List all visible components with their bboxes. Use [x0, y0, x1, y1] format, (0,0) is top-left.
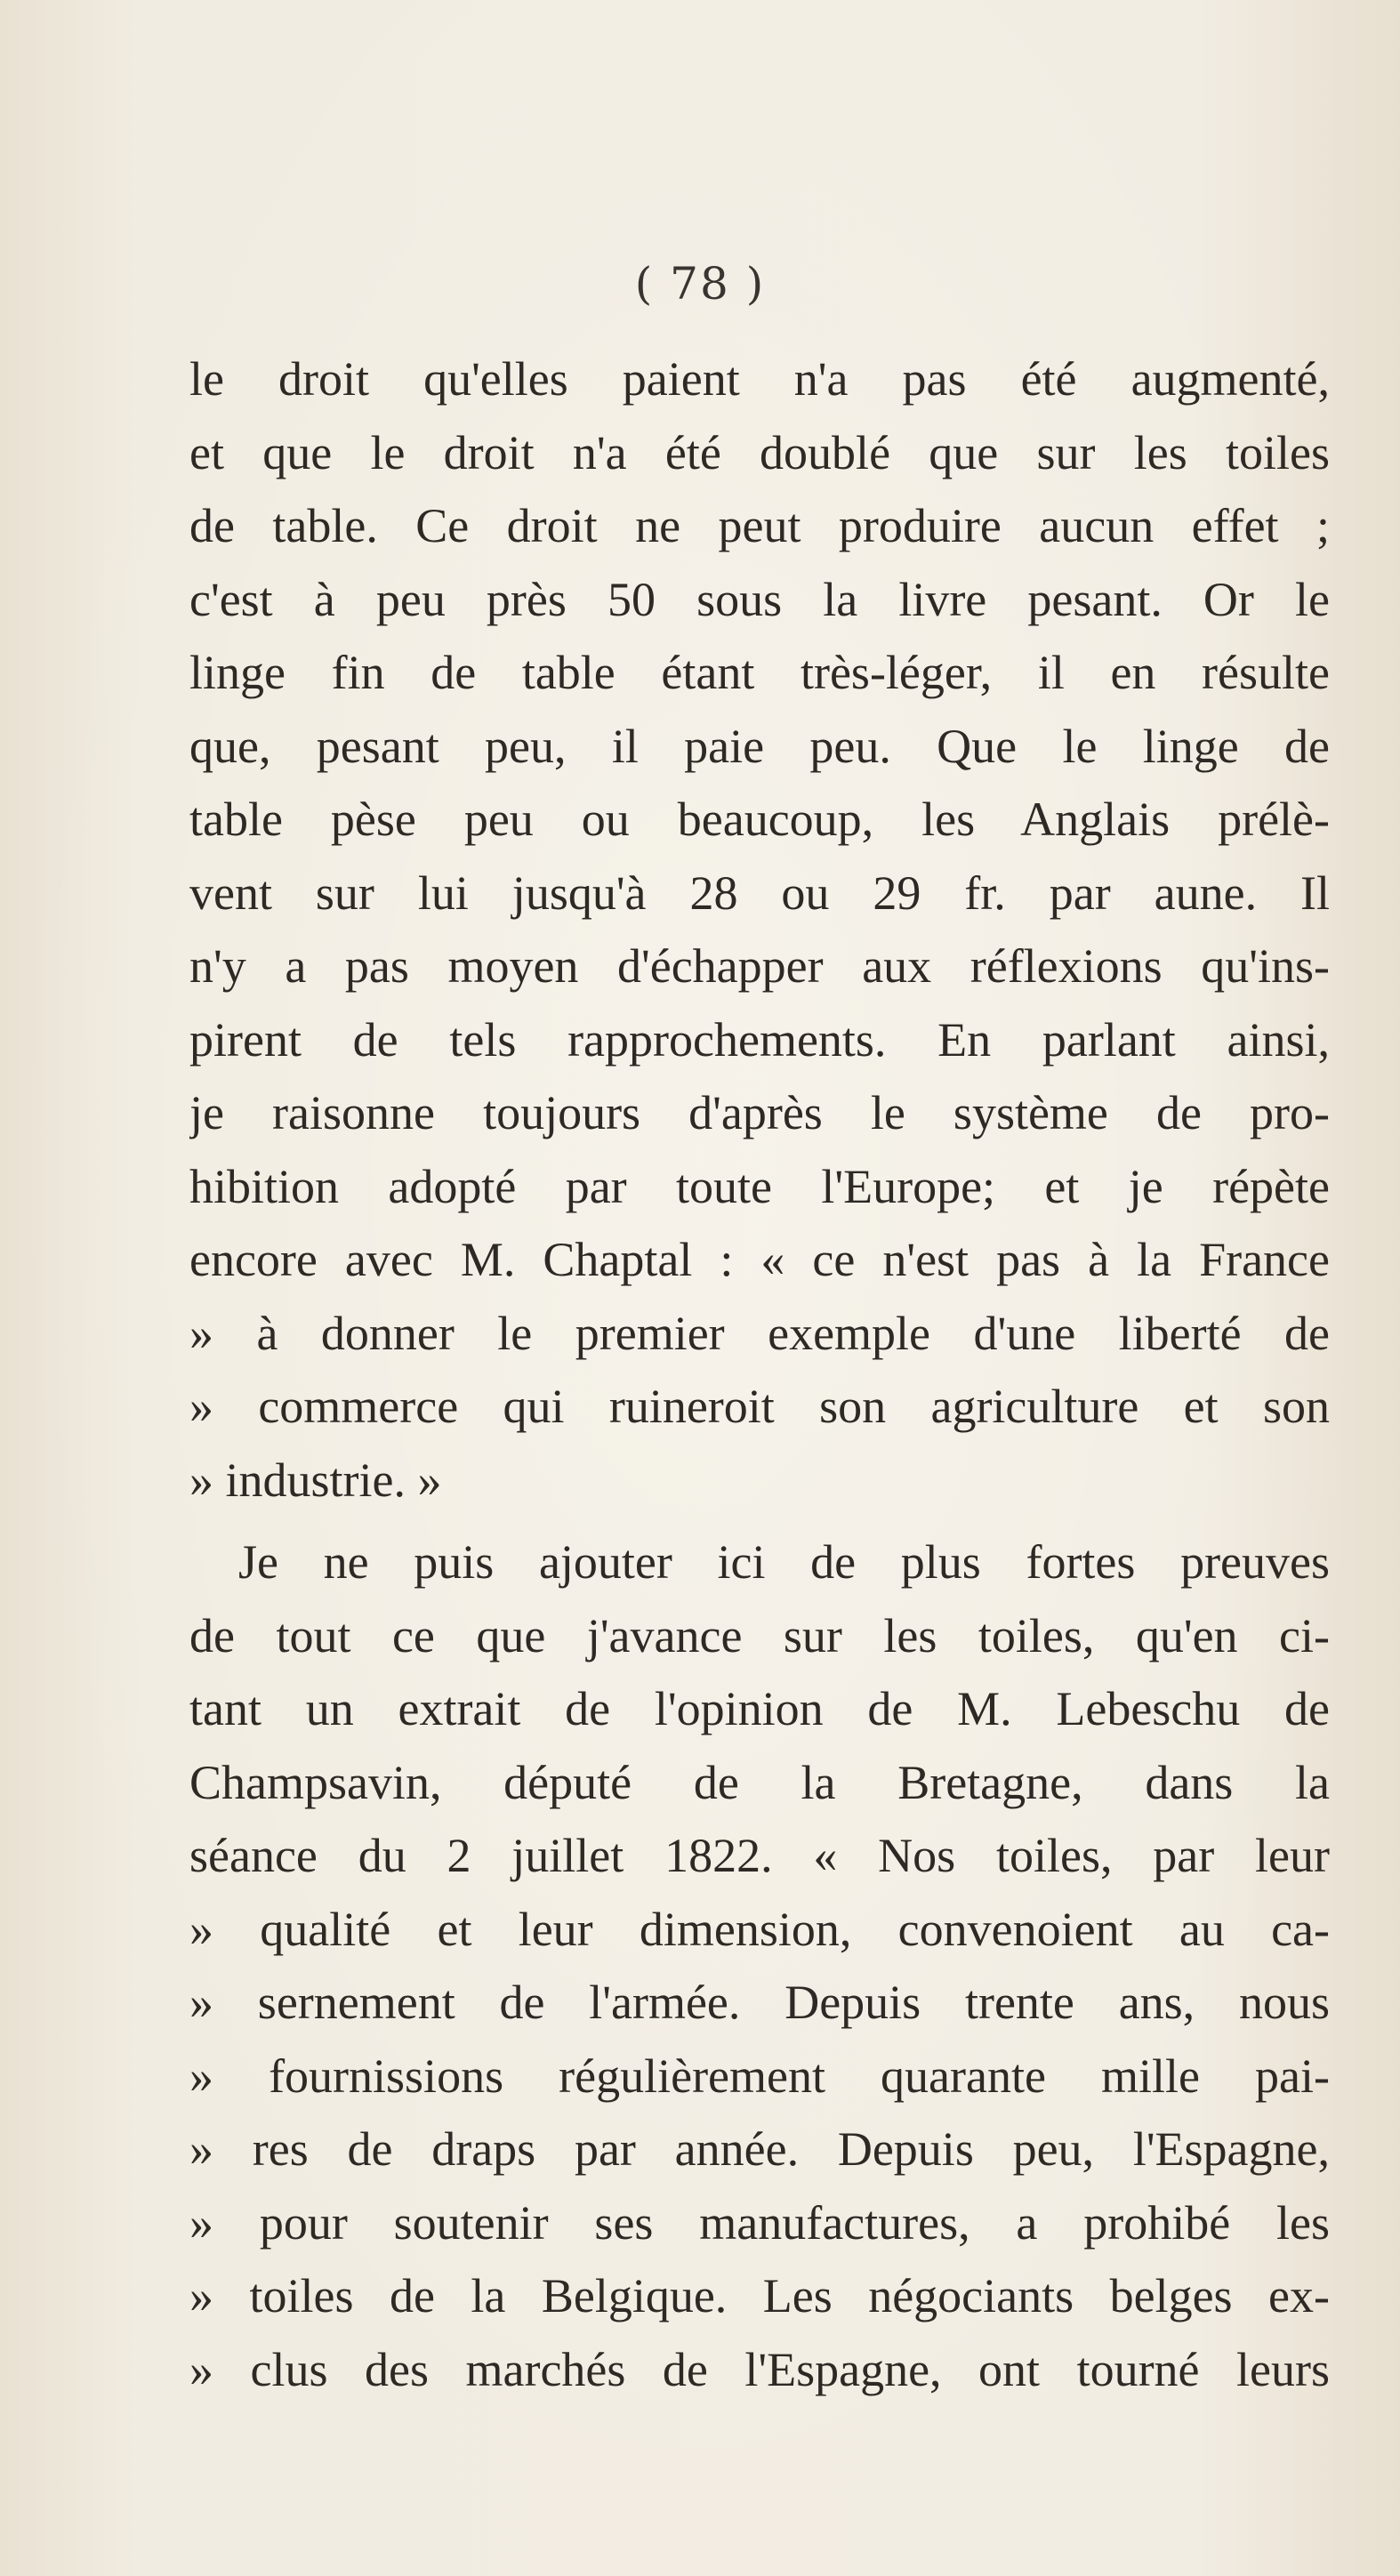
text-line: et que le droit n'a été doublé que sur les toiles — [189, 425, 1330, 479]
text-line: » commerce qui ruineroit son agriculture et son — [189, 1380, 1330, 1433]
body-text — [189, 342, 1330, 2406]
text-line: je raisonne toujours d'après le système de pro- — [189, 1086, 1330, 1139]
text-line: c'est à peu près 50 sous la livre pesant. Or le — [189, 572, 1330, 626]
text-line: que, pesant peu, il paie peu. Que le linge de — [189, 719, 1330, 773]
text-line: » qualité et leur dimension, convenoient au ca- — [189, 1902, 1330, 1956]
text-line: encore avec M. Chaptal : « ce n'est pas à la France — [189, 1233, 1330, 1286]
text-line: » pour soutenir ses manufactures, a prohibé les — [189, 2195, 1330, 2250]
text-line: » fournissions régulièrement quarante mille pai- — [189, 2049, 1330, 2103]
text-line: n'y a pas moyen d'échapper aux réflexions qu'ins- — [189, 939, 1330, 993]
page-number: ( 78 ) — [634, 258, 766, 310]
text-line: » clus des marchés de l'Espagne, ont tourné leurs — [189, 2342, 1330, 2396]
text-line: » res de draps par année. Depuis peu, l'Espagne, — [189, 2122, 1330, 2176]
text-line: de tout ce que j'avance sur les toiles, qu'en ci- — [189, 1608, 1330, 1662]
text-line: tant un extrait de l'opinion de M. Lebeschu de — [189, 1682, 1330, 1735]
text-line: table pèse peu ou beaucoup, les Anglais prélè- — [189, 793, 1330, 846]
text-line: linge fin de table étant très-léger, il en résulte — [189, 646, 1330, 699]
text-line: » toiles de la Belgique. Les négociants belges ex- — [189, 2269, 1330, 2322]
text-line: » à donner le premier exemple d'une liberté de — [189, 1306, 1330, 1360]
text-line: séance du 2 juillet 1822. « Nos toiles, par leur — [189, 1829, 1330, 1882]
text-line: de table. Ce droit ne peut produire aucun effet ; — [189, 499, 1330, 552]
text-line: Champsavin, député de la Bretagne, dans la — [189, 1755, 1330, 1809]
text-line: Je ne puis ajouter ici de plus fortes preuves — [238, 1535, 1330, 1589]
text-line: pirent de tels rapprochements. En parlant ainsi, — [189, 1012, 1330, 1067]
text-line: » industrie. » — [189, 1453, 442, 1507]
text-line: vent sur lui jusqu'à 28 ou 29 fr. par aune. Il — [189, 865, 1330, 920]
text-line: » sernement de l'armée. Depuis trente ans, nous — [189, 1976, 1330, 2029]
text-line: hibition adopté par toute l'Europe; et je répète — [189, 1159, 1330, 1213]
text-line: le droit qu'elles paient n'a pas été augmenté, — [189, 352, 1330, 406]
paragraph-gap — [189, 1517, 1330, 1525]
